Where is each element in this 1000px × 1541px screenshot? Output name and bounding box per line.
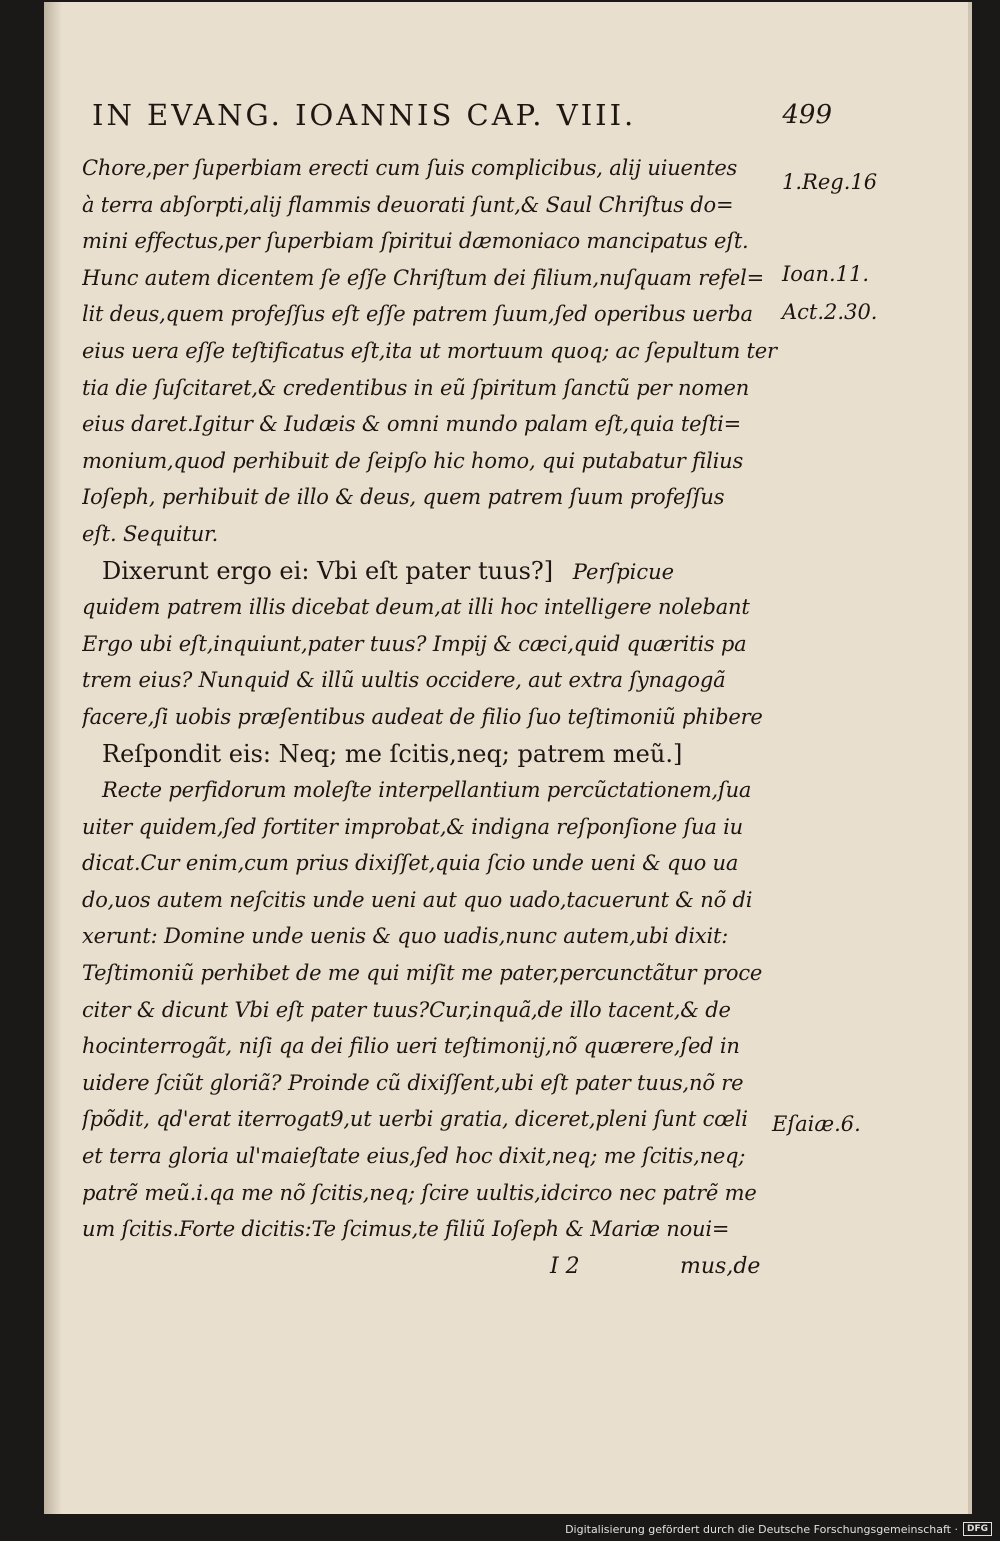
main-text-block — [82, 150, 822, 1248]
catchword: mus,de — [680, 1254, 761, 1279]
text-line: mini effectus,per ſuperbiam ſpiritui dæmoniaco mancipatus eſt. — [82, 229, 749, 254]
text-line: facere,ſi uobis præſentibus audeat de filio ſuo teſtimoniũ phibere — [82, 704, 763, 729]
marginal-note: Act.2.30. — [782, 300, 878, 324]
text-line: patrẽ meũ.i.qa me nõ ſcitis,neq; ſcire uultis,idcirco nec patrẽ me — [82, 1180, 757, 1205]
text-line: xerunt: Domine unde uenis & quo uadis,nunc autem,ubi dixit: — [82, 924, 729, 949]
text-line: hocinterrogãt, niſi qa dei filio ueri teſtimonij,nõ quærere,ſed in — [82, 1034, 740, 1059]
text-line: uidere ſciũt gloriã? Proinde cũ dixiſſent,ubi eſt pater tuus,nõ re — [82, 1070, 744, 1095]
lemma-line: Reſpondit eis: Neq; me ſcitis,neq; patrem meũ.] — [102, 739, 683, 768]
text-line: Hunc autem dicentem ſe eſſe Chriſtum dei filium,nuſquam refel= — [82, 265, 765, 290]
text-line: quidem patrem illis dicebat deum,at illi hoc intelligere nolebant — [82, 595, 750, 620]
signature-mark: I 2 — [550, 1254, 580, 1279]
marginal-note: 1.Reg.16 — [782, 170, 878, 194]
text-line: dicat.Cur enim,cum prius dixiſſet,quia ſcio unde ueni & quo ua — [82, 851, 739, 876]
text-line: eius uera eſſe teſtificatus eſt,ita ut mortuum quoq; ac ſepultum ter — [82, 338, 777, 363]
marginal-note: Eſaiæ.6. — [772, 1112, 861, 1136]
lemma-text: Dixerunt ergo ei: Vbi eſt pater tuus?] — [102, 556, 554, 585]
digitization-credit — [565, 1522, 992, 1536]
text-line: Teſtimoniũ perhibet de me qui miſit me pater,percunctãtur proce — [82, 961, 763, 986]
lemma-gloss: Perſpicue — [572, 559, 675, 584]
text-line: lit deus,quem profeſſus eſt eſſe patrem ſuum,ſed operibus uerba — [82, 302, 753, 327]
dfg-logo: DFG — [963, 1522, 992, 1536]
text-line: ſpõdit, qd'erat iterrogat9,ut uerbi gratia, diceret,pleni ſunt cœli — [82, 1107, 748, 1132]
lemma-line — [82, 553, 822, 590]
text-line: à terra abſorpti,alij flammis deuorati ſunt,& Saul Chriſtus do= — [82, 192, 734, 217]
book-page — [44, 2, 972, 1514]
text-line: um ſcitis.Forte dicitis:Te ſcimus,te filiũ Ioſeph & Mariæ noui= — [82, 1217, 730, 1242]
text-line: uiter quidem,ſed fortiter improbat,& indigna reſponſione ſua iu — [82, 814, 743, 839]
page-gutter-shadow — [44, 2, 62, 1514]
text-line: eius daret.Igitur & Iudæis & omni mundo palam eſt,quia teſti= — [82, 412, 742, 437]
text-line: eſt. Sequitur. — [82, 521, 219, 546]
text-line: Ergo ubi eſt,inquiunt,pater tuus? Impij & cæci,quid quæritis pa — [82, 631, 747, 656]
text-line: do,uos autem neſcitis unde ueni aut quo uado,tacuerunt & nõ di — [82, 887, 753, 912]
text-line: Recte perfidorum moleſte interpellantium percũctationem,ſua — [102, 778, 752, 803]
text-line: citer & dicunt Vbi eſt pater tuus?Cur,inquã,de illo tacent,& de — [82, 997, 731, 1022]
running-header — [92, 98, 832, 142]
text-line: trem eius? Nunquid & illũ uultis occidere, aut extra ſynagogã — [82, 668, 726, 693]
page-number: 499 — [782, 100, 832, 130]
text-line: Ioſeph, perhibuit de illo & deus, quem patrem ſuum profeſſus — [82, 485, 725, 510]
credit-text: Digitalisierung gefördert durch die Deutsche Forschungsgemeinschaft · — [565, 1522, 958, 1536]
running-title: IN EVANG. IOANNIS CAP. VIII. — [92, 98, 637, 132]
text-line: Chore,per ſuperbiam erecti cum ſuis complicibus, alij uiuentes — [82, 156, 738, 180]
text-line: monium,quod perhibuit de ſeipſo hic homo, qui putabatur filius — [82, 448, 744, 473]
text-line: tia die ſuſcitaret,& credentibus in eũ ſpiritum ſanctũ per nomen — [82, 375, 750, 400]
text-line: et terra gloria ul'maieſtate eius,ſed hoc dixit,neq; me ſcitis,neq; — [82, 1144, 746, 1169]
marginal-note: Ioan.11. — [782, 262, 870, 286]
